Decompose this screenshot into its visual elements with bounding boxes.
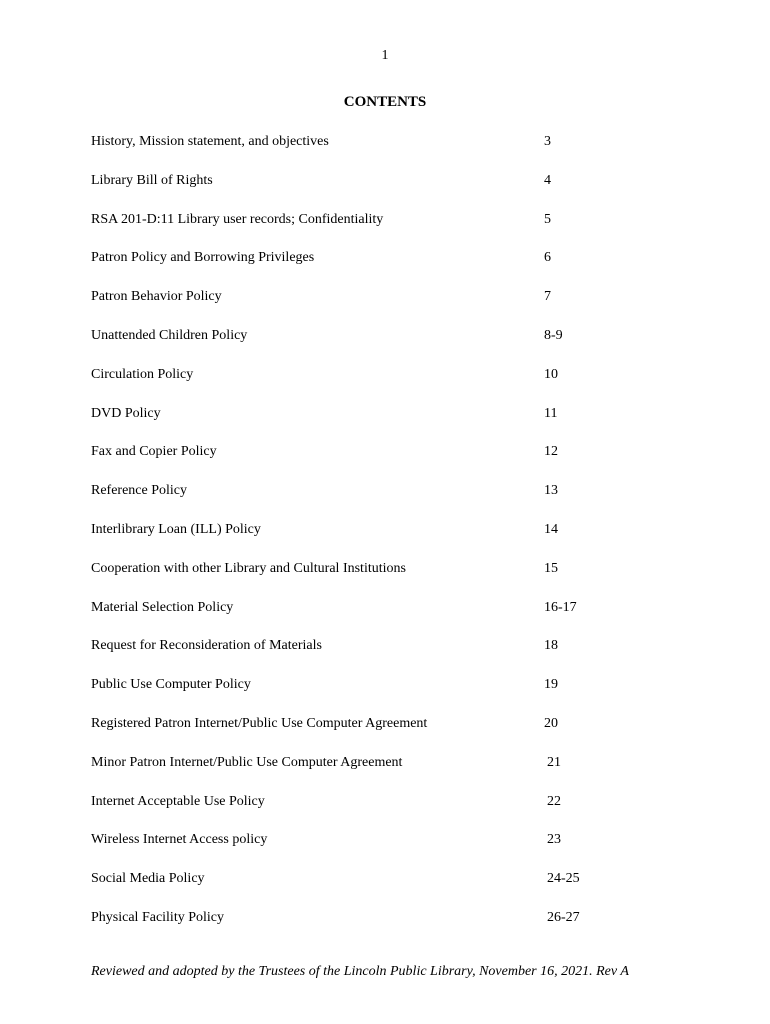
toc-entry-title: Minor Patron Internet/Public Use Computer Agreement [91, 754, 403, 770]
toc-entry-title: Wireless Internet Access policy [91, 832, 268, 848]
toc-entry-title: Social Media Policy [91, 871, 205, 887]
toc-entry-page: 15 [544, 560, 558, 576]
toc-entry-title: Fax and Copier Policy [91, 444, 217, 460]
toc-entry-page: 20 [544, 715, 558, 731]
toc-entry-title: Interlibrary Loan (ILL) Policy [91, 521, 261, 537]
toc-entry [91, 637, 691, 676]
toc-entry-title: Public Use Computer Policy [91, 677, 251, 693]
toc-entry-page: 7 [544, 289, 551, 305]
toc-entry [91, 793, 691, 832]
toc-entry-page: 13 [544, 483, 558, 499]
toc-entry [91, 870, 691, 909]
toc-entry-title: Reference Policy [91, 483, 188, 499]
toc-entry-title: History, Mission statement, and objectives [91, 134, 329, 149]
toc-entry [91, 366, 691, 405]
toc-entry-title: Circulation Policy [91, 366, 194, 382]
toc-entry [91, 560, 691, 599]
toc-entry [91, 172, 691, 211]
toc-entry-page: 18 [544, 638, 558, 654]
toc-entry-page: 16-17 [544, 599, 577, 615]
toc-entry-page: 14 [544, 521, 558, 537]
toc-entry-title: Unattended Children Policy [91, 327, 248, 343]
toc-entry-page: 8-9 [544, 327, 563, 343]
toc-entry [91, 831, 691, 870]
toc-entry [91, 405, 691, 444]
toc-entry [91, 327, 691, 366]
toc-entry-title: Request for Reconsideration of Materials [91, 638, 322, 654]
toc-entry-page: 21 [547, 754, 561, 770]
toc-entry-page: 6 [544, 250, 551, 266]
page-number: 1 [381, 48, 389, 63]
toc-entry [91, 249, 691, 288]
adoption-footer: Reviewed and adopted by the Trustees of the Lincoln Public Library, November 16, 2021. Rev A [91, 964, 629, 979]
toc-entry-title: Registered Patron Internet/Public Use Computer Agreement [91, 715, 428, 731]
toc-entry-page: 11 [544, 405, 558, 421]
toc-entry-title: Physical Facility Policy [91, 909, 224, 925]
table-of-contents [91, 133, 691, 948]
toc-entry [91, 211, 691, 250]
toc-entry [91, 443, 691, 482]
toc-entry-title: Material Selection Policy [91, 599, 234, 615]
toc-entry [91, 599, 691, 638]
toc-entry-page: 3 [544, 134, 551, 149]
toc-entry-title: RSA 201-D:11 Library user records; Confidentiality [91, 211, 384, 227]
toc-entry-page: 12 [544, 444, 558, 460]
toc-entry-title: DVD Policy [91, 405, 161, 421]
toc-entry-page: 26-27 [547, 909, 580, 925]
toc-entry-page: 19 [544, 677, 558, 693]
toc-entry-title: Patron Behavior Policy [91, 289, 222, 305]
toc-entry-page: 23 [547, 832, 561, 848]
toc-entry-page: 24-25 [547, 871, 580, 887]
toc-entry [91, 133, 691, 172]
contents-title: CONTENTS [343, 94, 427, 110]
toc-entry-title: Internet Acceptable Use Policy [91, 793, 265, 809]
toc-entry [91, 482, 691, 521]
toc-entry [91, 715, 691, 754]
toc-entry-title: Patron Policy and Borrowing Privileges [91, 250, 315, 266]
toc-entry-page: 10 [544, 366, 558, 382]
toc-entry [91, 521, 691, 560]
toc-entry-page: 5 [544, 211, 551, 227]
toc-entry [91, 909, 691, 948]
toc-entry-page: 4 [544, 172, 551, 188]
toc-entry [91, 676, 691, 715]
toc-entry [91, 754, 691, 793]
toc-entry [91, 288, 691, 327]
toc-entry-page: 22 [547, 793, 561, 809]
toc-entry-title: Library Bill of Rights [91, 172, 213, 188]
toc-entry-title: Cooperation with other Library and Cultural Institutions [91, 560, 406, 576]
